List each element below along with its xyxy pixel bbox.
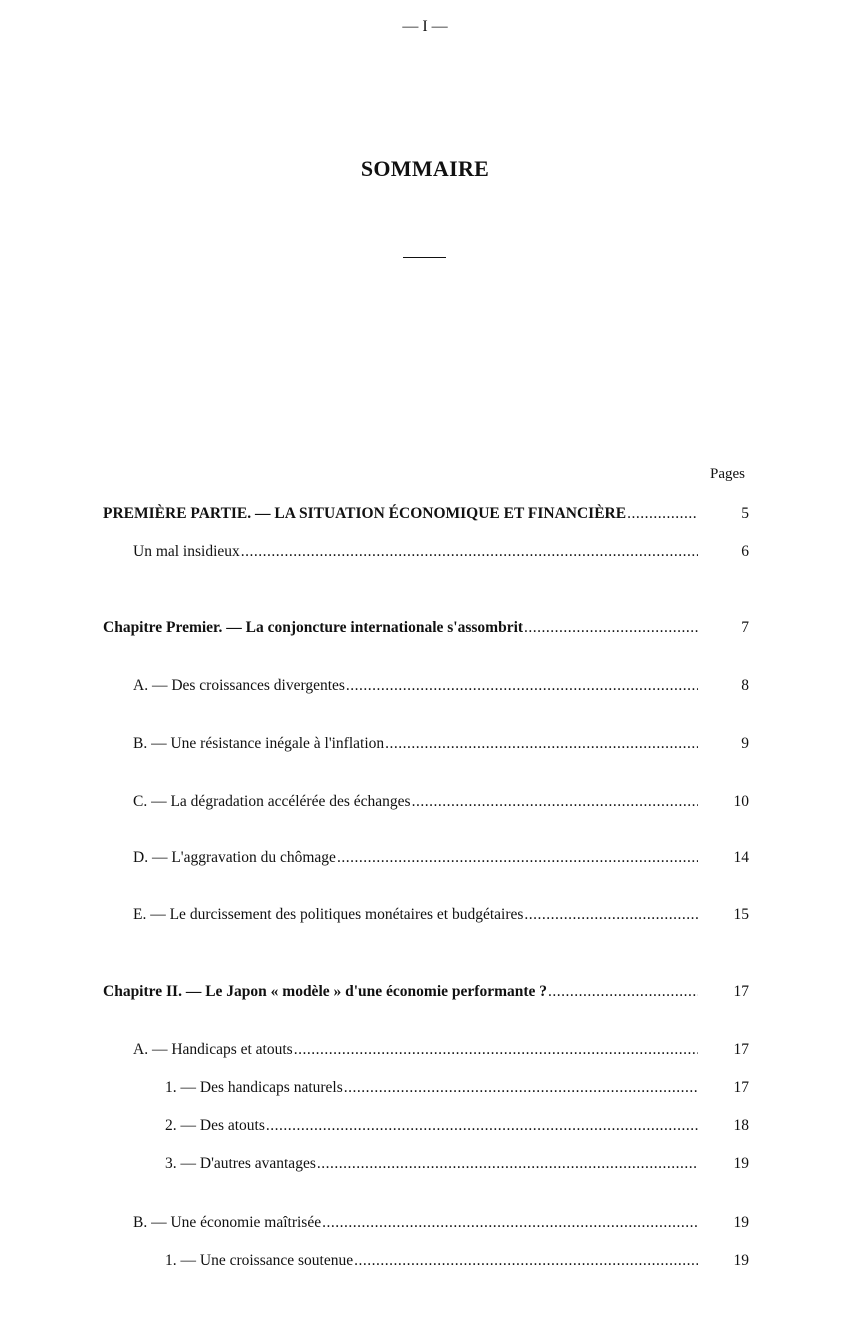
leader-dots — [524, 619, 698, 637]
toc-entry — [133, 793, 749, 811]
toc-entry — [165, 1155, 749, 1173]
toc-entry-label: 1. — Une croissance soutenue — [165, 1252, 354, 1269]
toc-entry — [165, 1117, 749, 1135]
toc-entry-label: A. — Des croissances divergentes — [133, 677, 345, 694]
toc-entry — [133, 735, 749, 753]
toc-entry-page: 17 — [733, 983, 749, 1000]
toc-entry — [133, 906, 749, 924]
toc-entry-label: Chapitre II. — Le Japon « modèle » d'une économie performante ? — [103, 983, 548, 1000]
toc-entry — [133, 677, 749, 695]
toc-entry — [165, 1252, 749, 1270]
leader-dots — [354, 1252, 698, 1270]
toc-entry-label: Chapitre Premier. — La conjoncture internationale s'assombrit — [103, 619, 524, 636]
leader-dots — [627, 505, 698, 523]
toc-entry-label: B. — Une économie maîtrisée — [133, 1214, 322, 1231]
toc-entry-page: 14 — [733, 849, 749, 866]
toc-entry-page: 7 — [741, 619, 749, 636]
toc-entry-page: 19 — [733, 1252, 749, 1269]
toc-entry — [165, 1079, 749, 1097]
toc-entry-page: 8 — [741, 677, 749, 694]
leader-dots — [412, 793, 698, 811]
title-divider — [403, 257, 446, 258]
leader-dots — [317, 1155, 698, 1173]
leader-dots — [385, 735, 698, 753]
page-number: — I — — [402, 18, 448, 35]
toc-entry-page: 19 — [733, 1155, 749, 1172]
toc-entry-page: 19 — [733, 1214, 749, 1231]
toc-entry-label: B. — Une résistance inégale à l'inflation — [133, 735, 385, 752]
page-title: SOMMAIRE — [360, 156, 490, 181]
toc-entry-page: 17 — [733, 1041, 749, 1058]
leader-dots — [322, 1214, 698, 1232]
toc-entry-page: 15 — [733, 906, 749, 923]
toc-entry — [103, 983, 749, 1001]
leader-dots — [241, 543, 698, 561]
leader-dots — [344, 1079, 698, 1097]
toc-entry-label: E. — Le durcissement des politiques monétaires et budgétaires — [133, 906, 524, 923]
toc-entry-page: 6 — [741, 543, 749, 560]
toc-entry — [103, 619, 749, 637]
leader-dots — [524, 906, 698, 924]
leader-dots — [548, 983, 698, 1001]
toc-entry-page: 18 — [733, 1117, 749, 1134]
toc-entry — [133, 1214, 749, 1232]
toc-entry-page: 5 — [741, 505, 749, 522]
toc-entry-label: A. — Handicaps et atouts — [133, 1041, 293, 1058]
leader-dots — [337, 849, 698, 867]
toc-entry — [133, 849, 749, 867]
toc-entry-label: D. — L'aggravation du chômage — [133, 849, 336, 866]
toc-entry-label: PREMIÈRE PARTIE. — LA SITUATION ÉCONOMIQUE ET FINANCIÈRE — [103, 505, 627, 522]
leader-dots — [346, 677, 698, 695]
pages-column-header: Pages — [710, 466, 745, 482]
toc-entry — [133, 543, 749, 561]
toc-entry-label: 3. — D'autres avantages — [165, 1155, 316, 1172]
toc-entry-page: 9 — [741, 735, 749, 752]
toc-entry-label: C. — La dégradation accélérée des échanges — [133, 793, 411, 810]
toc-entry — [133, 1041, 749, 1059]
toc-entry-page: 10 — [733, 793, 749, 810]
toc-entry-label: 2. — Des atouts — [165, 1117, 265, 1134]
toc-entry — [103, 505, 749, 523]
leader-dots — [294, 1041, 698, 1059]
toc-entry-label: Un mal insidieux — [133, 543, 240, 560]
toc-entry-page: 17 — [733, 1079, 749, 1096]
toc-entry-label: 1. — Des handicaps naturels — [165, 1079, 343, 1096]
leader-dots — [266, 1117, 698, 1135]
